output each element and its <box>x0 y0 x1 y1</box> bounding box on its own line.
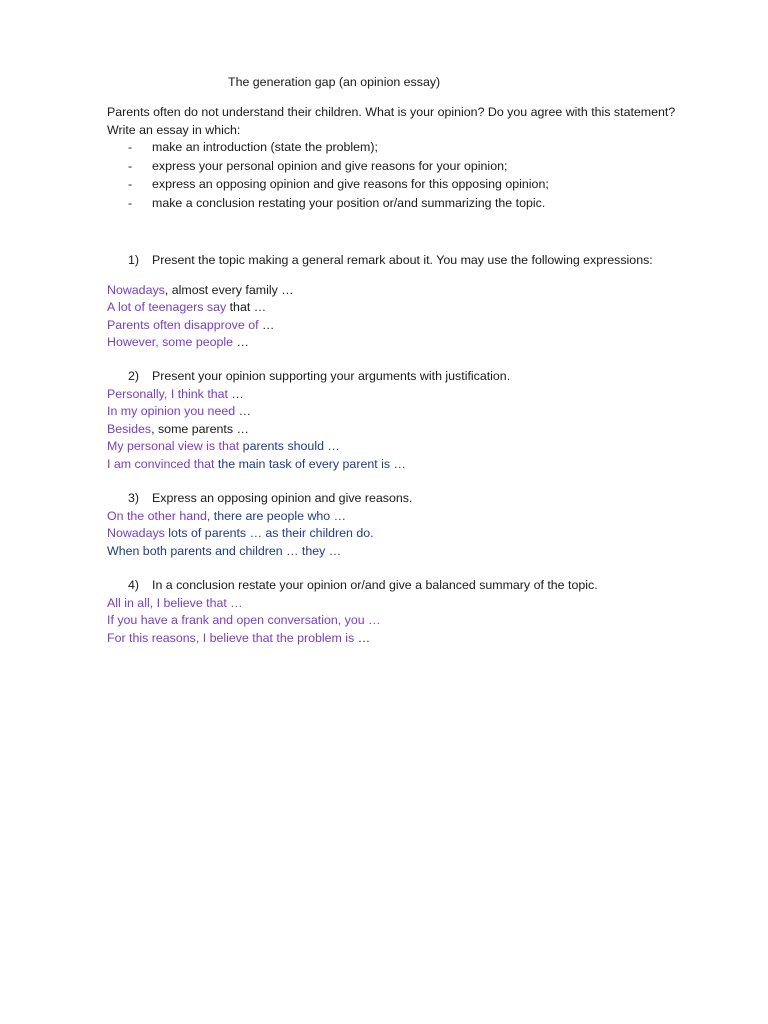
dash-bullet: - <box>128 195 133 210</box>
prompt-instruction: Write an essay in which: <box>107 122 241 137</box>
expression-segment: the main task of every parent is … <box>214 456 406 471</box>
expression-segment: Personally, I think that <box>107 386 228 401</box>
expression-segment: … <box>258 317 275 332</box>
expression-line <box>107 543 374 561</box>
expression-segment: Nowadays <box>107 282 165 297</box>
section-heading-text: Present the topic making a general remark about it. You may use the following expressions: <box>152 253 653 267</box>
expression-segment: In my opinion you need <box>107 404 236 418</box>
section-2 <box>107 368 511 473</box>
prompt-question: Parents often do not understand their children. What is your opinion? Do you agree with this statement? <box>107 105 676 119</box>
document-title: The generation gap (an opinion essay) <box>228 75 441 89</box>
expression-line <box>107 612 380 630</box>
document-page: The generation gap (an opinion essay) Parents often do not understand their children. What is your opinion? Do you agree with this statement? Write an essay in which: - make an introduction (state the problem); - express your personal opinion and give reasons for your opinion; - express an opposing opinion and give reasons for this opposing opinion; - make a conclusion restating your position or/and summarizing the topic. 1) Present the topic making a general remark about it. You may use the following expressions: Nowadays, almost every family … A lot of teenagers say that … Parents often disapprove of … However, some people … 2) Present your opinion supporting your arguments with justification. Personally, I think that … In my opinion you need … Besides, some parents … My personal view is that parents should … I am convinced that the main task of every parent is … 3) Express an opposing opinion and give reasons. On the other hand, there are people who … Nowadays lots of parents … as their children do. When both parents and children … they … 4) In a conclusion restate your opinion or/and give a balanced summary of the topic. All in all, I believe that … If you have a frank and open conversation, you … For this reasons, I believe that the problem is … <box>0 0 768 1024</box>
expression-segment: parents should … <box>239 439 340 453</box>
expression-line <box>107 595 380 613</box>
expression-line <box>107 317 294 335</box>
section-heading <box>107 490 413 508</box>
section-number: 1) <box>128 253 140 267</box>
expression-segment: I am convinced that <box>107 456 215 471</box>
expression-segment: that … <box>226 300 267 314</box>
expression-line <box>107 299 294 317</box>
section-3 <box>107 490 413 560</box>
expression-segment: My personal view is that <box>107 439 240 453</box>
dash-bullet: - <box>128 158 133 173</box>
expression-segment: When both parents and children … they … <box>107 543 342 558</box>
expression-segment: Besides <box>107 421 152 436</box>
expression-segment: Parents often disapprove of <box>107 317 259 332</box>
expression-line <box>107 421 406 439</box>
expression-list <box>107 282 294 352</box>
expression-line <box>107 508 374 526</box>
expression-segment: A lot of teenagers say <box>107 300 227 314</box>
expression-segment: Nowadays <box>107 526 165 540</box>
dash-bullet: - <box>128 140 133 154</box>
expression-segment: … <box>235 404 251 418</box>
expression-segment: , there are people who … <box>206 508 347 523</box>
section-number: 2) <box>128 369 140 383</box>
expression-line <box>107 282 294 300</box>
expression-line <box>107 456 406 474</box>
expression-line <box>107 334 294 352</box>
section-heading-text: In a conclusion restate your opinion or/and give a balanced summary of the topic. <box>152 578 598 592</box>
expression-segment: , some parents … <box>151 421 249 436</box>
section-heading <box>107 577 598 595</box>
essay-prompt <box>107 104 675 139</box>
expression-segment: lots of parents … as their children do. <box>164 526 374 540</box>
expression-line <box>107 630 380 648</box>
section-heading <box>107 368 511 386</box>
section-4 <box>107 577 598 647</box>
expression-line <box>107 525 374 543</box>
section-1 <box>107 252 653 352</box>
expression-segment: … <box>227 386 244 401</box>
section-heading-text: Express an opposing opinion and give reasons. <box>152 491 413 505</box>
section-number: 4) <box>128 578 140 592</box>
expression-segment: All in all, I believe that … <box>107 595 243 610</box>
expression-segment: If you have a frank and open conversation, you … <box>107 613 381 627</box>
expression-segment: , almost every family … <box>164 282 294 297</box>
expression-segment: For this reasons, I believe that the problem is <box>107 630 355 645</box>
section-heading <box>107 252 653 270</box>
expression-list <box>107 386 406 474</box>
section-number: 3) <box>128 491 140 505</box>
expression-list <box>107 595 380 648</box>
expression-segment: … <box>233 335 249 349</box>
expression-list <box>107 508 374 561</box>
expression-line <box>107 386 406 404</box>
expression-line <box>107 438 406 456</box>
expression-line <box>107 403 406 421</box>
dash-bullet: - <box>128 177 133 191</box>
expression-segment: On the other hand <box>107 508 207 523</box>
section-heading-text: Present your opinion supporting your arguments with justification. <box>152 369 511 383</box>
expression-segment: … <box>354 630 371 645</box>
expression-segment: However, some people <box>107 335 234 349</box>
